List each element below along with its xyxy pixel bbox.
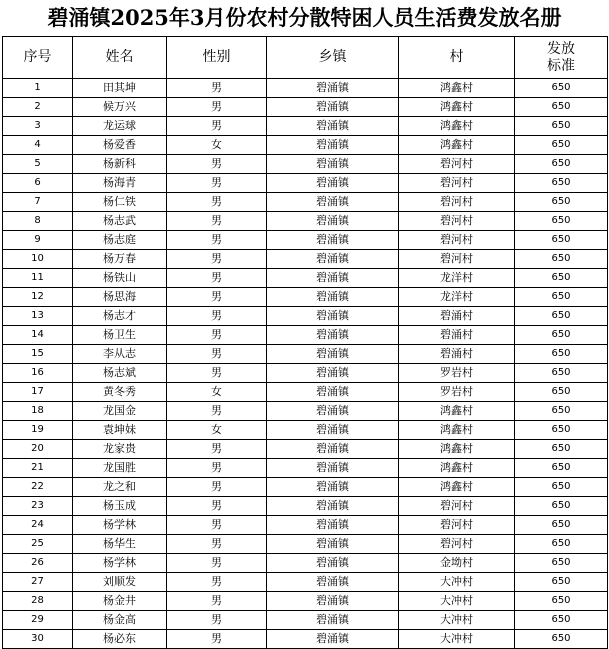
cell-amount: 650 <box>515 573 608 592</box>
cell-town: 碧涌镇 <box>267 307 399 326</box>
cell-gender: 女 <box>167 421 267 440</box>
table-row <box>3 364 608 383</box>
cell-village: 碧涌村 <box>399 345 515 364</box>
cell-amount: 650 <box>515 193 608 212</box>
cell-amount: 650 <box>515 459 608 478</box>
cell-town: 碧涌镇 <box>267 117 399 136</box>
cell-index: 14 <box>3 326 73 345</box>
cell-village: 龙洋村 <box>399 269 515 288</box>
cell-amount: 650 <box>515 98 608 117</box>
table-row <box>3 307 608 326</box>
cell-amount: 650 <box>515 345 608 364</box>
cell-amount: 650 <box>515 516 608 535</box>
cell-index: 20 <box>3 440 73 459</box>
cell-name: 黄冬秀 <box>73 383 167 402</box>
cell-index: 15 <box>3 345 73 364</box>
table-row <box>3 554 608 573</box>
cell-index: 18 <box>3 402 73 421</box>
cell-gender: 男 <box>167 250 267 269</box>
cell-town: 碧涌镇 <box>267 402 399 421</box>
table-row <box>3 383 608 402</box>
table-row <box>3 421 608 440</box>
cell-village: 罗岩村 <box>399 383 515 402</box>
table-row <box>3 497 608 516</box>
cell-amount: 650 <box>515 155 608 174</box>
cell-name: 杨华生 <box>73 535 167 554</box>
cell-town: 碧涌镇 <box>267 345 399 364</box>
cell-village: 大冲村 <box>399 592 515 611</box>
cell-gender: 男 <box>167 535 267 554</box>
cell-amount: 650 <box>515 250 608 269</box>
cell-name: 龙国胜 <box>73 459 167 478</box>
cell-amount: 650 <box>515 326 608 345</box>
cell-village: 罗岩村 <box>399 364 515 383</box>
cell-name: 刘顺发 <box>73 573 167 592</box>
cell-town: 碧涌镇 <box>267 212 399 231</box>
cell-index: 22 <box>3 478 73 497</box>
cell-town: 碧涌镇 <box>267 611 399 630</box>
cell-town: 碧涌镇 <box>267 79 399 98</box>
cell-town: 碧涌镇 <box>267 516 399 535</box>
cell-town: 碧涌镇 <box>267 630 399 649</box>
cell-name: 杨金高 <box>73 611 167 630</box>
cell-amount: 650 <box>515 478 608 497</box>
cell-gender: 男 <box>167 364 267 383</box>
cell-gender: 男 <box>167 402 267 421</box>
cell-name: 杨新科 <box>73 155 167 174</box>
cell-gender: 男 <box>167 212 267 231</box>
cell-town: 碧涌镇 <box>267 535 399 554</box>
cell-name: 杨志才 <box>73 307 167 326</box>
cell-gender: 男 <box>167 307 267 326</box>
cell-town: 碧涌镇 <box>267 288 399 307</box>
column-header-name: 姓名 <box>73 37 167 79</box>
column-header-gender: 性别 <box>167 37 267 79</box>
cell-amount: 650 <box>515 421 608 440</box>
cell-index: 13 <box>3 307 73 326</box>
cell-name: 李从志 <box>73 345 167 364</box>
cell-village: 鸿鑫村 <box>399 440 515 459</box>
cell-gender: 男 <box>167 193 267 212</box>
column-header-standard-line2: 标准 <box>547 57 575 74</box>
cell-index: 5 <box>3 155 73 174</box>
cell-name: 龙国金 <box>73 402 167 421</box>
cell-town: 碧涌镇 <box>267 155 399 174</box>
cell-name: 杨志庭 <box>73 231 167 250</box>
cell-name: 杨爱香 <box>73 136 167 155</box>
cell-town: 碧涌镇 <box>267 573 399 592</box>
cell-index: 28 <box>3 592 73 611</box>
column-header-town: 乡镇 <box>267 37 399 79</box>
cell-amount: 650 <box>515 136 608 155</box>
cell-amount: 650 <box>515 554 608 573</box>
cell-gender: 男 <box>167 611 267 630</box>
cell-amount: 650 <box>515 231 608 250</box>
cell-village: 碧涌村 <box>399 326 515 345</box>
table-row <box>3 269 608 288</box>
cell-town: 碧涌镇 <box>267 554 399 573</box>
cell-village: 碧河村 <box>399 231 515 250</box>
table-row <box>3 98 608 117</box>
cell-index: 1 <box>3 79 73 98</box>
cell-name: 候万兴 <box>73 98 167 117</box>
cell-gender: 男 <box>167 592 267 611</box>
cell-amount: 650 <box>515 440 608 459</box>
cell-amount: 650 <box>515 497 608 516</box>
cell-gender: 男 <box>167 288 267 307</box>
cell-gender: 男 <box>167 497 267 516</box>
cell-index: 8 <box>3 212 73 231</box>
cell-gender: 男 <box>167 117 267 136</box>
table-row <box>3 535 608 554</box>
cell-index: 19 <box>3 421 73 440</box>
cell-village: 碧河村 <box>399 535 515 554</box>
cell-gender: 男 <box>167 155 267 174</box>
cell-index: 26 <box>3 554 73 573</box>
cell-village: 碧河村 <box>399 516 515 535</box>
table-row <box>3 117 608 136</box>
cell-index: 6 <box>3 174 73 193</box>
cell-village: 鸿鑫村 <box>399 136 515 155</box>
cell-name: 龙之和 <box>73 478 167 497</box>
cell-town: 碧涌镇 <box>267 136 399 155</box>
table-row <box>3 592 608 611</box>
table-row <box>3 231 608 250</box>
cell-gender: 男 <box>167 269 267 288</box>
table-row <box>3 79 608 98</box>
column-header-standard <box>515 37 608 79</box>
cell-name: 杨海青 <box>73 174 167 193</box>
cell-gender: 男 <box>167 174 267 193</box>
cell-amount: 650 <box>515 174 608 193</box>
cell-village: 碧涌村 <box>399 307 515 326</box>
cell-town: 碧涌镇 <box>267 383 399 402</box>
cell-village: 大冲村 <box>399 573 515 592</box>
cell-gender: 男 <box>167 79 267 98</box>
cell-name: 杨玉成 <box>73 497 167 516</box>
table-row <box>3 459 608 478</box>
cell-name: 龙家贵 <box>73 440 167 459</box>
cell-amount: 650 <box>515 307 608 326</box>
cell-amount: 650 <box>515 364 608 383</box>
table-row <box>3 630 608 649</box>
roster-table <box>2 36 608 649</box>
column-header-index: 序号 <box>3 37 73 79</box>
cell-village: 鸿鑫村 <box>399 478 515 497</box>
cell-gender: 女 <box>167 136 267 155</box>
cell-town: 碧涌镇 <box>267 440 399 459</box>
cell-gender: 男 <box>167 630 267 649</box>
table-row <box>3 136 608 155</box>
cell-index: 12 <box>3 288 73 307</box>
cell-village: 鸿鑫村 <box>399 117 515 136</box>
cell-name: 杨必东 <box>73 630 167 649</box>
cell-town: 碧涌镇 <box>267 269 399 288</box>
cell-village: 鸿鑫村 <box>399 421 515 440</box>
table-row <box>3 478 608 497</box>
cell-index: 24 <box>3 516 73 535</box>
cell-index: 4 <box>3 136 73 155</box>
cell-village: 碧河村 <box>399 193 515 212</box>
cell-gender: 男 <box>167 573 267 592</box>
cell-index: 17 <box>3 383 73 402</box>
table-body <box>3 79 608 649</box>
cell-town: 碧涌镇 <box>267 174 399 193</box>
cell-town: 碧涌镇 <box>267 478 399 497</box>
cell-town: 碧涌镇 <box>267 497 399 516</box>
cell-amount: 650 <box>515 535 608 554</box>
cell-amount: 650 <box>515 383 608 402</box>
table-row <box>3 250 608 269</box>
cell-index: 23 <box>3 497 73 516</box>
cell-amount: 650 <box>515 402 608 421</box>
cell-index: 11 <box>3 269 73 288</box>
table-row <box>3 345 608 364</box>
cell-name: 杨学林 <box>73 554 167 573</box>
cell-name: 杨卫生 <box>73 326 167 345</box>
cell-name: 杨铁山 <box>73 269 167 288</box>
cell-gender: 男 <box>167 98 267 117</box>
cell-index: 7 <box>3 193 73 212</box>
cell-town: 碧涌镇 <box>267 364 399 383</box>
cell-town: 碧涌镇 <box>267 193 399 212</box>
column-header-village: 村 <box>399 37 515 79</box>
cell-name: 田其坤 <box>73 79 167 98</box>
table-row <box>3 155 608 174</box>
cell-town: 碧涌镇 <box>267 592 399 611</box>
cell-gender: 男 <box>167 326 267 345</box>
cell-name: 杨万春 <box>73 250 167 269</box>
cell-gender: 男 <box>167 516 267 535</box>
table-row <box>3 402 608 421</box>
cell-name: 杨志斌 <box>73 364 167 383</box>
cell-name: 龙运球 <box>73 117 167 136</box>
cell-index: 2 <box>3 98 73 117</box>
cell-index: 30 <box>3 630 73 649</box>
cell-village: 大冲村 <box>399 630 515 649</box>
cell-village: 碧河村 <box>399 155 515 174</box>
cell-name: 杨学林 <box>73 516 167 535</box>
cell-village: 碧河村 <box>399 497 515 516</box>
cell-index: 9 <box>3 231 73 250</box>
cell-name: 杨志武 <box>73 212 167 231</box>
cell-village: 鸿鑫村 <box>399 98 515 117</box>
table-row <box>3 174 608 193</box>
cell-index: 27 <box>3 573 73 592</box>
table-row <box>3 288 608 307</box>
document-title: 碧涌镇2025年3月份农村分散特困人员生活费发放名册 <box>47 5 562 30</box>
cell-amount: 650 <box>515 212 608 231</box>
cell-name: 袁坤妹 <box>73 421 167 440</box>
cell-index: 21 <box>3 459 73 478</box>
column-header-standard-line1: 发放 <box>547 40 575 57</box>
cell-town: 碧涌镇 <box>267 459 399 478</box>
cell-town: 碧涌镇 <box>267 421 399 440</box>
cell-village: 龙洋村 <box>399 288 515 307</box>
table-row <box>3 573 608 592</box>
cell-village: 碧河村 <box>399 174 515 193</box>
cell-gender: 男 <box>167 478 267 497</box>
cell-index: 10 <box>3 250 73 269</box>
cell-village: 碧河村 <box>399 250 515 269</box>
cell-amount: 650 <box>515 611 608 630</box>
cell-name: 杨仁铁 <box>73 193 167 212</box>
table-row <box>3 212 608 231</box>
cell-town: 碧涌镇 <box>267 231 399 250</box>
table-row <box>3 193 608 212</box>
cell-gender: 男 <box>167 554 267 573</box>
cell-village: 金坳村 <box>399 554 515 573</box>
cell-name: 杨金井 <box>73 592 167 611</box>
cell-index: 16 <box>3 364 73 383</box>
cell-index: 25 <box>3 535 73 554</box>
cell-name: 杨思海 <box>73 288 167 307</box>
cell-index: 29 <box>3 611 73 630</box>
cell-amount: 650 <box>515 592 608 611</box>
cell-gender: 女 <box>167 383 267 402</box>
cell-gender: 男 <box>167 440 267 459</box>
table-row <box>3 326 608 345</box>
cell-town: 碧涌镇 <box>267 98 399 117</box>
table-row <box>3 611 608 630</box>
cell-amount: 650 <box>515 117 608 136</box>
cell-village: 大冲村 <box>399 611 515 630</box>
cell-gender: 男 <box>167 231 267 250</box>
cell-amount: 650 <box>515 630 608 649</box>
cell-village: 鸿鑫村 <box>399 79 515 98</box>
cell-index: 3 <box>3 117 73 136</box>
cell-gender: 男 <box>167 345 267 364</box>
table-row <box>3 516 608 535</box>
cell-amount: 650 <box>515 288 608 307</box>
cell-town: 碧涌镇 <box>267 250 399 269</box>
table-header-row <box>3 37 608 79</box>
cell-town: 碧涌镇 <box>267 326 399 345</box>
cell-gender: 男 <box>167 459 267 478</box>
cell-village: 鸿鑫村 <box>399 459 515 478</box>
cell-amount: 650 <box>515 79 608 98</box>
cell-village: 碧河村 <box>399 212 515 231</box>
cell-amount: 650 <box>515 269 608 288</box>
table-row <box>3 440 608 459</box>
cell-village: 鸿鑫村 <box>399 402 515 421</box>
